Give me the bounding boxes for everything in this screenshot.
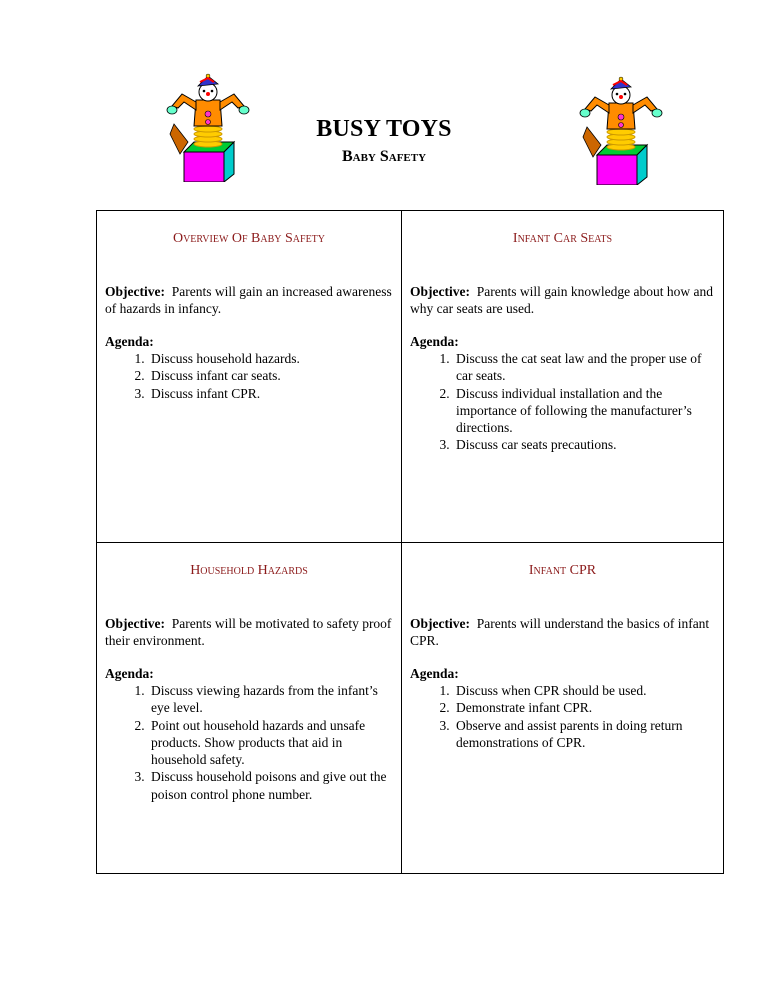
objective: [105, 283, 393, 317]
agenda-item: 3. Discuss infant CPR.: [148, 385, 393, 402]
agenda-item: 2. Discuss infant car seats.: [148, 367, 393, 384]
topics-table: [96, 210, 724, 874]
agenda-item: 1. Discuss household hazards.: [148, 350, 393, 367]
agenda-item: 2. Discuss individual installation and the importance of following the manufacturer’s directions.: [453, 385, 715, 437]
agenda-list: [410, 682, 715, 751]
cell-heading: Infant Car Seats: [512, 231, 613, 246]
agenda-item: 2. Point out household hazards and unsafe products. Show products that aid in household safety.: [148, 717, 393, 769]
agenda-item: 1. Discuss viewing hazards from the infant’s eye level.: [148, 682, 393, 717]
agenda-label: Agenda:: [410, 334, 459, 349]
cell-heading: Household Hazards: [190, 563, 308, 578]
objective: [105, 615, 393, 649]
topic-cell-car-seats: [402, 211, 723, 543]
agenda-item: 2. Demonstrate infant CPR.: [453, 699, 715, 716]
agenda-item: 1. Discuss the cat seat law and the proper use of car seats.: [453, 350, 715, 385]
agenda-item: 3. Discuss household poisons and give out the poison control phone number.: [148, 768, 393, 803]
page-title: BUSY TOYS: [316, 116, 452, 142]
agenda-label: Agenda:: [410, 666, 459, 681]
objective-label: Objective:: [105, 616, 165, 631]
topic-cell-household-hazards: [97, 543, 402, 873]
page-subtitle: Baby Safety: [341, 148, 427, 165]
objective-text: Parents will gain an increased awareness of hazards in infancy.: [105, 284, 392, 316]
objective: [410, 615, 715, 649]
agenda-item: 1. Discuss when CPR should be used.: [453, 682, 715, 699]
topic-cell-overview: [97, 211, 402, 543]
objective: [410, 283, 715, 317]
agenda-list: [410, 350, 715, 454]
agenda-label: Agenda:: [105, 666, 154, 681]
agenda-item: 3. Discuss car seats precautions.: [453, 436, 715, 453]
objective-label: Objective:: [410, 616, 470, 631]
agenda-label: Agenda:: [105, 334, 154, 349]
objective-label: Objective:: [410, 284, 470, 299]
cell-heading: Infant CPR: [528, 563, 597, 578]
objective-text: Parents will gain knowledge about how and why car seats are used.: [410, 284, 713, 316]
objective-label: Objective:: [105, 284, 165, 299]
objective-text: Parents will understand the basics of infant CPR.: [410, 616, 710, 648]
cell-heading: Overview Of Baby Safety: [172, 231, 326, 246]
topic-cell-infant-cpr: [402, 543, 723, 873]
agenda-list: [105, 350, 393, 402]
agenda-item: 3. Observe and assist parents in doing return demonstrations of CPR.: [453, 717, 715, 752]
objective-text: Parents will be motivated to safety proof their environment.: [105, 616, 392, 648]
agenda-list: [105, 682, 393, 803]
